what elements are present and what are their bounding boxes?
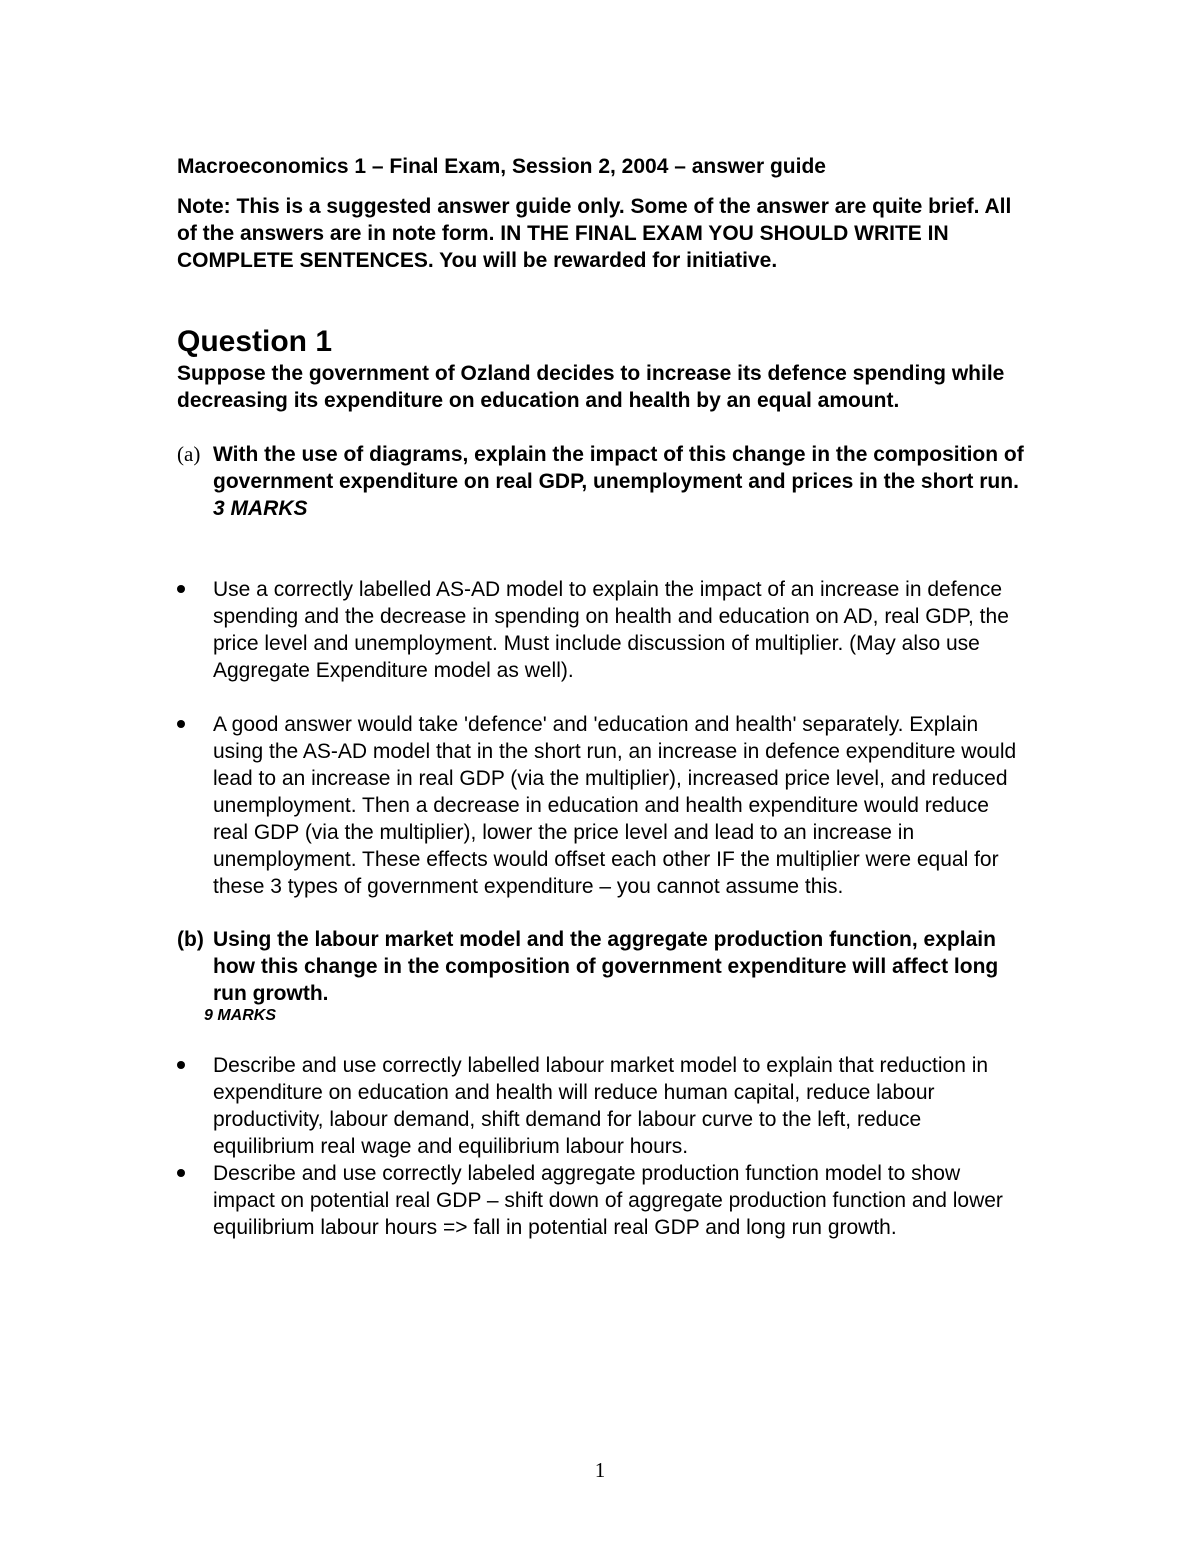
list-item <box>177 1052 1027 1160</box>
bullet-icon <box>177 711 213 900</box>
page-number: 1 <box>594 1458 606 1482</box>
part-b-answer-list <box>177 1052 1027 1241</box>
page-content <box>177 153 1027 1241</box>
question-heading: Question 1 <box>177 325 333 358</box>
part-a-marks: 3 MARKS <box>213 497 308 520</box>
part-b <box>177 926 1027 1007</box>
part-a-label: (a) <box>177 442 201 466</box>
bullet-text: Use a correctly labelled AS-AD model to explain the impact of an increase in defence spending and the decrease in spending on health and education on AD, real GDP, the price level and unemployment. Must include discussion of multiplier. (May also use Aggregate Expenditure model as well). <box>213 578 1009 682</box>
bullet-text: A good answer would take 'defence' and 'education and health' separately. Explain using the AS-AD model that in the short run, an increase in defence expenditure would lead to an increase in real GDP (via the multiplier), increased price level, and reduced unemployment. Then a decrease in education and health expenditure would reduce real GDP (via the multiplier), lower the price level and lead to an increase in unemployment. These effects would offset each other IF the multiplier were equal for these 3 types of government expenditure – you cannot assume this. <box>213 713 1017 898</box>
guide-note: Note: This is a suggested answer guide only. Some of the answer are quite brief. All of the answers are in note form. IN THE FINAL EXAM YOU SHOULD WRITE IN COMPLETE SENTENCES. You will be rewarded for initiative. <box>177 195 1012 272</box>
bullet-icon <box>177 576 213 684</box>
list-item <box>177 711 1027 900</box>
part-a-answer-list <box>177 576 1027 900</box>
bullet-icon <box>177 1160 213 1241</box>
bullet-text: Describe and use correctly labeled aggregate production function model to show impact on potential real GDP – shift down of aggregate production function and lower equilibrium labour hours => fall in potential real GDP and long run growth. <box>213 1162 1003 1239</box>
bullet-icon <box>177 1052 213 1160</box>
part-b-label: (b) <box>177 928 204 951</box>
part-b-marks: 9 MARKS <box>204 1007 277 1024</box>
part-a-text: With the use of diagrams, explain the impact of this change in the composition of government expenditure on real GDP, unemployment and prices in the short run. <box>213 443 1024 493</box>
question-text: Suppose the government of Ozland decides to increase its defence spending while decreasing its expenditure on education and health by an equal amount. <box>177 362 1005 412</box>
list-item <box>177 576 1027 684</box>
part-a <box>177 441 1027 522</box>
document-title: Macroeconomics 1 – Final Exam, Session 2, 2004 – answer guide <box>177 155 826 178</box>
bullet-text: Describe and use correctly labelled labour market model to explain that reduction in expenditure on education and health will reduce human capital, reduce labour productivity, labour demand, shift demand for labour curve to the left, reduce equilibrium real wage and equilibrium labour hours. <box>213 1054 989 1158</box>
list-item <box>177 1160 1027 1241</box>
part-b-text: Using the labour market model and the aggregate production function, explain how this change in the composition of government expenditure will affect long run growth. <box>213 928 999 1005</box>
